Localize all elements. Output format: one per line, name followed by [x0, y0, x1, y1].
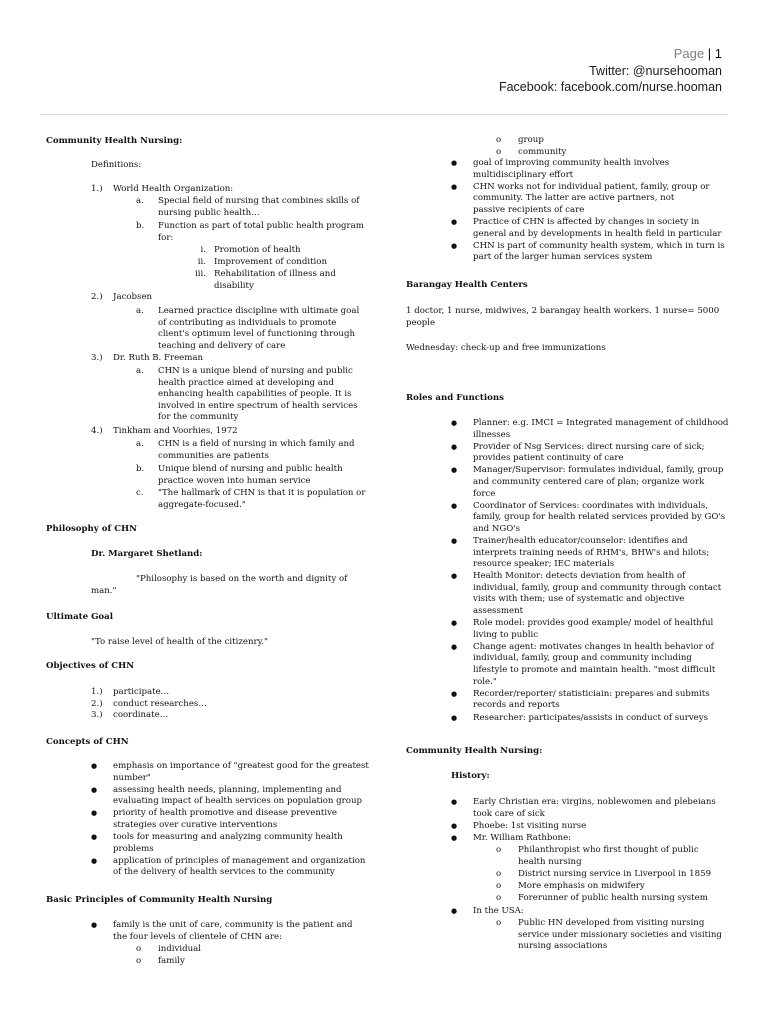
list-letter: c.: [136, 488, 144, 498]
list-number: 3.): [91, 353, 103, 363]
bullet-icon: ●: [451, 419, 458, 427]
definition-text: [158, 306, 359, 352]
text-line: assessment: [473, 606, 524, 617]
text-line: aggregate-focused.": [158, 499, 246, 510]
list-item: [473, 442, 705, 465]
sub-list-item: community: [518, 146, 567, 157]
text-line: application of principles of management and organization: [113, 855, 366, 866]
text-line: part of the larger human services system: [473, 252, 653, 263]
sub-bullet-icon: o: [496, 845, 502, 855]
text-line: client's optimum level of functioning through: [158, 329, 356, 340]
text-line: people: [406, 317, 436, 328]
list-item: [473, 797, 716, 820]
text-line: community. The latter are active partners, not: [473, 193, 675, 204]
list-number: 4.): [91, 426, 103, 436]
text-line: CHN is a field of nursing in which family and: [158, 439, 355, 449]
bullet-icon: ●: [451, 182, 458, 191]
text-line: the four levels of clientele of CHN are:: [113, 931, 282, 942]
text-line: Rehabilitation of illness and: [214, 269, 336, 280]
section-title: Community Health Nursing:: [46, 136, 183, 146]
text-line: of the delivery of health services to the community: [113, 867, 335, 878]
list-letter: a.: [136, 306, 144, 316]
definition-text: [158, 488, 365, 511]
sub-list-item: [518, 893, 708, 905]
text-line: and NGO's: [473, 523, 521, 534]
list-item: [473, 571, 721, 617]
text-line: Mr. William Rathbone:: [473, 832, 572, 843]
text-line: service under missionary societies and visiting: [518, 929, 722, 940]
barangay-schedule: Wednesday: check-up and free immunizations: [406, 343, 606, 353]
text-line: Unique blend of nursing and public health: [158, 464, 343, 474]
section-title: Barangay Health Centers: [406, 280, 528, 290]
text-line: Improvement of condition: [214, 257, 327, 268]
text-line: problems: [113, 843, 154, 854]
text-line: number": [113, 772, 151, 783]
barangay-staffing: [406, 306, 719, 329]
bullet-icon: ●: [91, 856, 98, 865]
bullet-icon: ●: [91, 833, 98, 842]
list-item: [473, 833, 571, 845]
list-item: [473, 182, 710, 217]
text-line: Early Christian era: virgins, noblewomen and plebeians: [473, 797, 716, 807]
text-line: Learned practice discipline with ultimate goal: [158, 306, 360, 316]
text-line: visits with them; use of systematic and objective: [473, 594, 685, 605]
text-line: Philanthropist who first thought of public: [518, 845, 699, 855]
header-divider: [40, 114, 728, 115]
text-line: resource speaker; IEC materials: [473, 559, 615, 570]
text-line: interprets training needs of RHM's, BHW's and hilots;: [473, 547, 710, 558]
text-line: health practice aimed at developing and: [158, 377, 334, 388]
list-item: coordinate…: [113, 710, 169, 721]
text-line: More emphasis on midwifery: [518, 880, 645, 891]
text-line: Forerunner of public health nursing system: [518, 892, 708, 903]
text-line: Trainer/health educator/counselor: identifies and: [473, 536, 688, 546]
bullet-icon: ●: [91, 921, 98, 929]
text-line: Phoebe: 1st visiting nurse: [473, 820, 587, 831]
list-item: [473, 241, 725, 264]
text-line: Function as part of total public health program: [158, 221, 364, 231]
sub-list-item: [518, 881, 645, 893]
text-line: nursing public health…: [158, 207, 260, 218]
list-item: [473, 689, 710, 712]
text-line: illnesses: [473, 429, 511, 440]
bullet-icon: ●: [451, 501, 458, 510]
text-line: Practice of CHN is affected by changes in society in: [473, 217, 700, 227]
text-line: strategies over curative interventions: [113, 819, 278, 830]
definition-text: [158, 366, 358, 424]
bullet-icon: ●: [91, 762, 98, 770]
list-number: 1.): [91, 687, 103, 697]
facebook-link: Facebook: facebook.com/nurse.hooman: [498, 80, 722, 94]
sub-list-item: [518, 918, 722, 953]
roman-marker: iii.: [195, 269, 206, 280]
bullet-icon: ●: [451, 442, 458, 451]
text-line: CHN is part of community health system, which in turn is: [473, 240, 725, 251]
bullet-icon: ●: [451, 833, 458, 842]
text-line: Public HN developed from visiting nursing: [518, 918, 705, 928]
text-line: Health Monitor: detects deviation from health of: [473, 571, 686, 582]
bullet-icon: ●: [451, 537, 458, 545]
text-line: Researcher: participates/assists in conduct of surveys: [473, 712, 709, 723]
list-item: [473, 465, 723, 500]
text-line: individual, family, group and community through contact: [473, 582, 722, 593]
bullet-icon: ●: [451, 642, 458, 651]
bullet-icon: ●: [91, 785, 98, 794]
text-line: practice woven into human service: [158, 475, 311, 486]
definition-source: Tinkham and Voorhies, 1972: [113, 426, 238, 436]
text-line: District nursing service in Liverpool in 1859: [518, 868, 712, 879]
bullet-icon: ●: [451, 798, 458, 806]
sublist-item: [214, 245, 301, 257]
text-line: tools for measuring and analyzing community health: [113, 832, 343, 843]
roman-marker: i.: [200, 245, 206, 255]
list-item: [113, 832, 343, 855]
bullet-icon: ●: [91, 809, 98, 818]
text-line: force: [473, 488, 496, 499]
list-item: [473, 418, 728, 441]
sub-bullet-icon: o: [496, 146, 502, 157]
text-line: emphasis on importance of "greatest good for the greatest: [113, 761, 369, 771]
list-item: [473, 217, 722, 240]
list-item: [113, 785, 362, 808]
definition-text: [158, 221, 364, 244]
list-item: [113, 856, 365, 879]
section-title: Basic Principles of Community Health Nursing: [46, 895, 273, 905]
sub-list-item: [518, 869, 711, 881]
list-item: [473, 158, 669, 181]
text-line: goal of improving community health involves: [473, 158, 670, 168]
list-number: 3.): [91, 710, 103, 721]
history-label: History:: [451, 771, 490, 781]
list-item: [473, 713, 708, 725]
page-number: Page | 1: [673, 46, 722, 61]
text-line: passive recipients of care: [473, 204, 585, 215]
text-line: involved in entire spectrum of health services: [158, 400, 358, 411]
list-item: In the USA:: [473, 906, 524, 916]
list-letter: a.: [136, 439, 144, 449]
page-header: [499, 45, 722, 95]
text-line: "Philosophy is based on the worth and dignity of: [136, 574, 348, 584]
text-line: Manager/Supervisor: formulates individual, family, group: [473, 465, 724, 476]
list-number: 2.): [91, 292, 103, 302]
list-item: [473, 642, 715, 688]
text-line: family, group for health related services provided by GO's: [473, 512, 726, 523]
text-line: enhancing health capabilities of people. It is: [158, 389, 352, 400]
text-line: priority of health promotive and disease preventive: [113, 808, 338, 819]
list-item: [113, 761, 369, 784]
text-line: individual, family, group and community including: [473, 653, 692, 664]
text-line: Coordinator of Services: coordinates with individuals,: [473, 500, 708, 511]
definition-source: Jacobsen: [113, 292, 153, 302]
list-letter: a.: [136, 196, 144, 206]
sub-list-item: family: [158, 955, 185, 966]
list-item: [473, 501, 725, 536]
text-line: disability: [214, 280, 254, 291]
bullet-icon: ●: [451, 713, 458, 722]
bullet-icon: ●: [451, 907, 458, 915]
section-title: Objectives of CHN: [46, 661, 135, 671]
text-line: Promotion of health: [214, 245, 301, 255]
text-line: assessing health needs, planning, implementing and: [113, 784, 342, 795]
goal-quote: "To raise level of health of the citizenry.": [91, 637, 268, 647]
text-line: man.": [91, 585, 117, 596]
text-line: Change agent: motivates changes in health behavior of: [473, 641, 714, 652]
text-line: nursing associations: [518, 941, 608, 952]
text-line: Provider of Nsg Services: direct nursing care of sick;: [473, 441, 705, 452]
section-title: Ultimate Goal: [46, 612, 113, 622]
list-letter: b.: [136, 464, 145, 474]
section-title: Concepts of CHN: [46, 737, 129, 747]
list-number: 2.): [91, 698, 103, 709]
sub-bullet-icon: o: [496, 892, 502, 903]
bullet-icon: ●: [451, 689, 458, 698]
roman-marker: ii.: [197, 257, 206, 268]
bullet-icon: ●: [451, 466, 458, 475]
sub-bullet-icon: o: [496, 135, 502, 145]
text-line: teaching and delivery of care: [158, 340, 286, 351]
list-item: [473, 536, 709, 571]
list-item: conduct researches…: [113, 698, 207, 709]
section-title: Philosophy of CHN: [46, 524, 138, 534]
sub-bullet-icon: o: [496, 918, 502, 928]
text-line: records and reports: [473, 700, 560, 711]
sublist-item: [214, 269, 336, 292]
text-line: 1 doctor, 1 nurse, midwives, 2 barangay health workers. 1 nurse= 5000: [406, 306, 720, 316]
text-line: family is the unit of care, community is the patient and: [113, 920, 353, 930]
text-line: CHN works not for individual patient, family, group or: [473, 181, 710, 192]
bullet-icon: ●: [451, 572, 458, 581]
bullet-icon: ●: [451, 241, 458, 250]
text-line: Planner: e.g. IMCI = Integrated management of childhood: [473, 418, 729, 428]
text-line: Recorder/reporter/ statisticiain: prepares and submits: [473, 688, 710, 699]
definitions-label: Definitions:: [91, 160, 142, 170]
text-line: role.": [473, 676, 497, 687]
text-line: for:: [158, 232, 174, 243]
text-line: of contributing as individuals to promote: [158, 317, 337, 328]
text-line: general and by developments in health field in particular: [473, 228, 722, 239]
definition-source: World Health Organization:: [113, 184, 234, 194]
text-line: communities are patients: [158, 450, 269, 461]
definition-text: [158, 464, 343, 487]
author-name: Dr. Margaret Shetland:: [91, 549, 203, 559]
sub-list-item: [518, 845, 699, 868]
list-number: 1.): [91, 184, 103, 194]
text-line: and community centered care of plan; organize work: [473, 476, 705, 487]
sub-bullet-icon: o: [496, 868, 502, 879]
list-letter: a.: [136, 366, 144, 376]
text-line: Role model: provides good example/ model of healthful: [473, 618, 714, 629]
list-item: [473, 821, 586, 833]
text-line: "The hallmark of CHN is that it is population or: [158, 488, 366, 498]
text-line: living to public: [473, 629, 539, 640]
text-line: lifestyle to promote and maintain health. "most difficult: [473, 665, 716, 676]
text-line: took care of sick: [473, 808, 545, 819]
list-item: [113, 808, 337, 831]
list-item: [113, 920, 353, 943]
text-line: CHN is a unique blend of nursing and public: [158, 366, 353, 376]
text-line: for the community: [158, 412, 239, 423]
bullet-icon: ●: [451, 218, 458, 226]
sub-list-item: individual: [158, 944, 202, 954]
section-title: Community Health Nursing:: [406, 746, 543, 756]
list-item: [473, 618, 713, 641]
sub-bullet-icon: o: [136, 944, 142, 954]
text-line: health nursing: [518, 856, 582, 867]
sub-list-item: group: [518, 135, 544, 145]
definition-text: [158, 196, 359, 219]
text-line: evaluating impact of health services on population group: [113, 796, 362, 807]
sub-bullet-icon: o: [496, 880, 502, 891]
list-item: participate…: [113, 687, 170, 697]
text-line: provides patient continuity of care: [473, 453, 624, 464]
definition-source: Dr. Ruth B. Freeman: [113, 353, 204, 363]
bullet-icon: ●: [451, 619, 458, 628]
bullet-icon: ●: [451, 821, 458, 830]
text-line: Special field of nursing that combines skills of: [158, 196, 360, 206]
bullet-icon: ●: [451, 159, 458, 167]
section-title: Roles and Functions: [406, 393, 504, 403]
philosophy-quote: [91, 574, 347, 597]
sublist-item: [214, 257, 327, 269]
definition-text: [158, 439, 355, 462]
sub-bullet-icon: o: [136, 955, 142, 966]
list-letter: b.: [136, 221, 145, 231]
text-line: multidisciplinary effort: [473, 169, 574, 180]
twitter-handle: Twitter: @nursehooman: [589, 64, 722, 78]
